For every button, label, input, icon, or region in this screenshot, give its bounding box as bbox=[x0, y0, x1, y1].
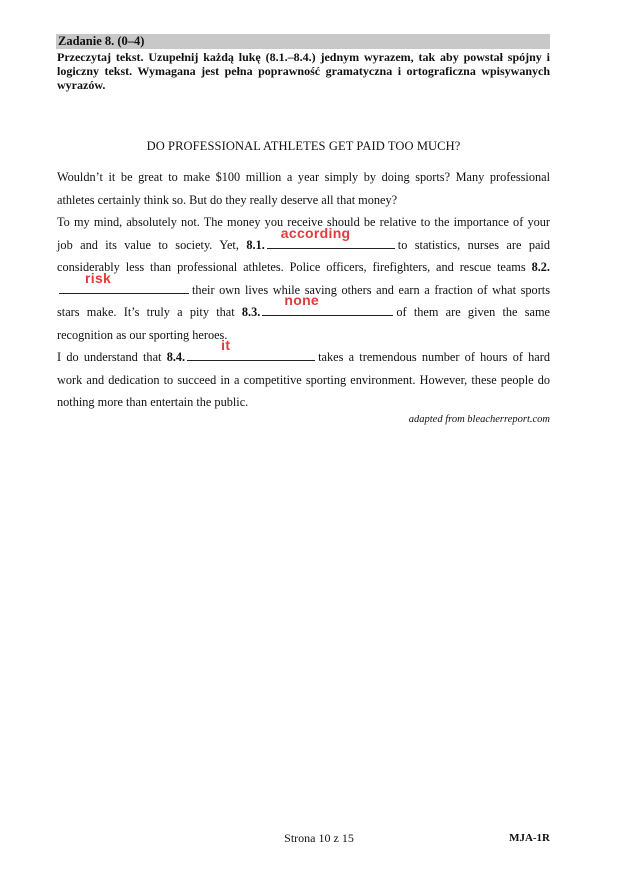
gap-8-1-number: 8.1. bbox=[246, 237, 265, 252]
task-header: Zadanie 8. (0–4) bbox=[56, 34, 550, 49]
paragraph-3-text-a: I do understand that bbox=[57, 350, 162, 364]
task-instructions: Przeczytaj tekst. Uzupełnij każdą lukę (8.1.–8.4.) jednym wyrazem, tak aby powstał spójny i logiczny tekst. Wymagana jest pełna poprawność gramatyczna i ortograficzna wpisywanych wyrazów. bbox=[57, 50, 550, 92]
article-title: DO PROFESSIONAL ATHLETES GET PAID TOO MUCH? bbox=[146, 139, 461, 153]
gap-8-2-field[interactable] bbox=[59, 269, 189, 294]
article-body bbox=[57, 166, 550, 414]
gap-8-1-answer: according bbox=[280, 224, 351, 241]
gap-8-2-number: 8.2. bbox=[531, 260, 551, 274]
gap-8-4-answer: it bbox=[221, 337, 231, 353]
gap-8-2-answer: risk bbox=[85, 269, 112, 286]
page-number: Strona 10 z 15 bbox=[284, 831, 354, 845]
gap-8-3-number: 8.3. bbox=[241, 305, 261, 319]
paragraph-2-text-b: to statistics, nurses are paid considerably less than professional athletes. Police officers, firefighters, and rescue teams bbox=[57, 237, 550, 274]
paragraph-2-text-d: of them are given the same recognition as our sporting heroes. bbox=[57, 305, 551, 342]
paragraph-2-text-c: their own lives while saving others and earn a fraction of what sports stars make. It’s truly a pity that bbox=[57, 282, 550, 319]
gap-8-1-field[interactable] bbox=[267, 224, 395, 249]
gap-8-3-answer: none bbox=[284, 292, 320, 308]
gap-8-3-field[interactable] bbox=[262, 292, 393, 316]
source-note: adapted from bleacherreport.com bbox=[408, 414, 550, 425]
paragraph-2 bbox=[57, 211, 550, 346]
paragraph-1: Wouldn’t it be great to make $100 million a year simply by doing sports? Many professional athletes certainly think so. But do they really deserve all that money? bbox=[57, 170, 550, 207]
paragraph-2-text-a: To my mind, absolutely not. The money you receive should be relative to the importance of your job and its value to society. Yet, bbox=[57, 215, 550, 252]
gap-8-4-number: 8.4. bbox=[166, 350, 186, 364]
paragraph-3 bbox=[57, 337, 551, 414]
exam-code: MJA-1R bbox=[509, 832, 550, 844]
gap-8-4-field[interactable] bbox=[187, 337, 315, 361]
paragraph-3-text-b: takes a tremendous number of hours of hard work and dedication to succeed in a competitive sporting environment. However, these people do nothing more than entertain the public. bbox=[57, 350, 551, 409]
